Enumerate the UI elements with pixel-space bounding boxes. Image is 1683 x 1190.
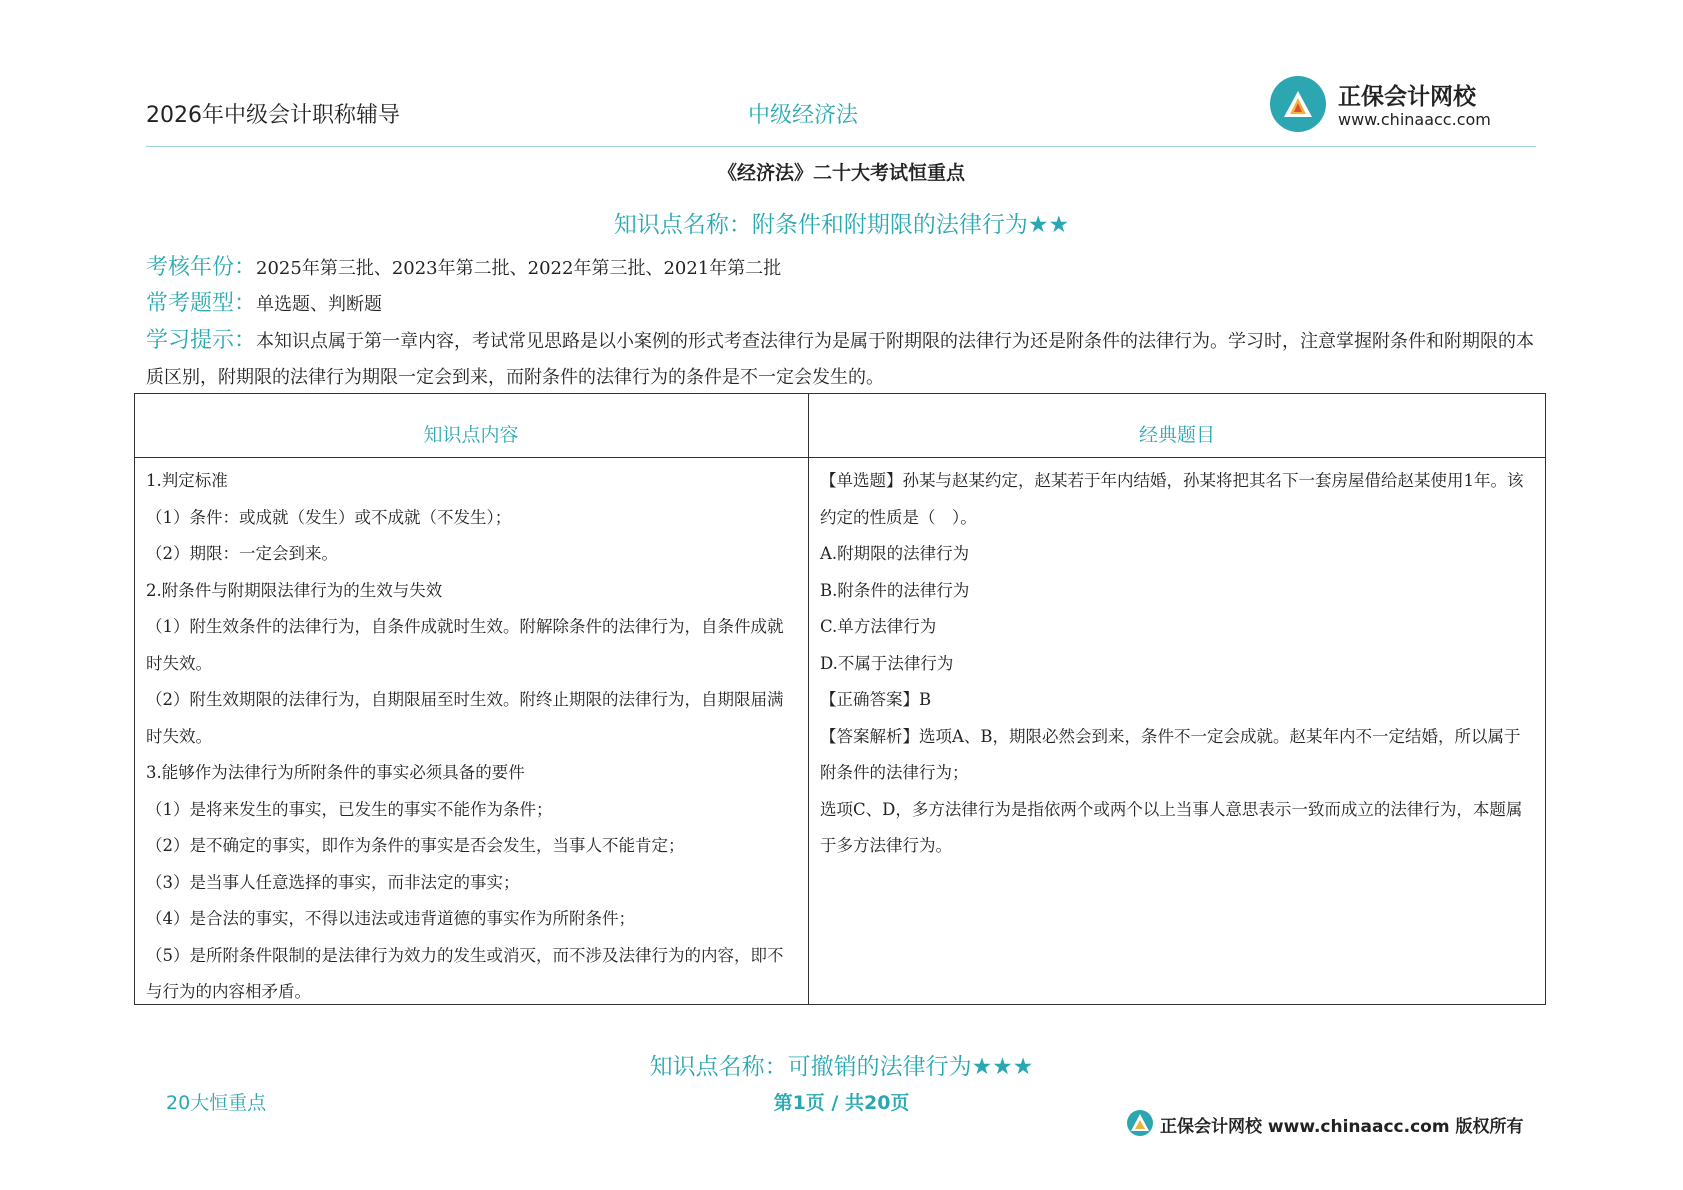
option-line: A.附期限的法律行为 [820, 544, 970, 563]
question-types-label: 常考题型： [146, 291, 257, 316]
option-line: C.单方法律行为 [820, 617, 937, 636]
question-line: 【单选题】孙某与赵某约定，赵某若于年内结婚，孙某将把其名下一套房屋借给赵某使用1年。该约定的性质是（ ）。 [820, 471, 1524, 527]
analysis-line: 【答案解析】选项A、B，期限必然会到来，条件不一定会成就。赵某年内不一定结婚，所以属于附条件的法律行为； [820, 726, 1521, 782]
footer-logo-icon [1127, 1110, 1153, 1136]
footer-series-label: 20大恒重点 [166, 1092, 267, 1114]
content-line: （2）期限：一定会到来。 [146, 544, 338, 563]
question-types-row [146, 286, 382, 323]
content-line: 1.判定标准 [146, 471, 228, 490]
content-line: （2）附生效期限的法律行为，自期限届至时生效。附终止期限的法律行为，自期限届满时失效。 [146, 690, 784, 746]
content-line: 2.附条件与附期限法律行为的生效与失效 [146, 580, 443, 600]
answer-line: 【正确答案】B [820, 690, 932, 709]
content-line: （5）是所附条件限制的是法律行为效力的发生或消灭，而不涉及法律行为的内容，即不与行为的内容相矛盾。 [146, 945, 784, 1001]
study-tips-text: 本知识点属于第一章内容，考试常见思路是以小案例的形式考查法律行为是属于附期限的法律行为还是附条件的法律行为。学习时，注意掌握附条件和附期限的本质区别，附期限的法律行为期限一定会到来，而附条件的法律行为的条件是不一定会发生的。 [146, 331, 1535, 388]
knowledge-point-title: 知识点名称：附条件和附期限的法律行为★★ [613, 212, 1070, 238]
header-title: 2026年中级会计职称辅导 [146, 103, 400, 128]
analysis-line: 选项C、D，多方法律行为是指依两个或两个以上当事人意思表示一致而成立的法律行为，本题属于多方法律行为。 [820, 799, 1523, 855]
option-line: B.附条件的法律行为 [820, 580, 970, 600]
table-column-divider [808, 393, 809, 1005]
table-header-divider [134, 457, 1546, 458]
content-line: （1）是将来发生的事实，已发生的事实不能作为条件； [146, 799, 553, 819]
next-knowledge-point-title: 知识点名称：可撤销的法律行为★★★ [649, 1054, 1034, 1080]
content-line: （1）条件：或成就（发生）或不成就（不发生）； [146, 507, 512, 527]
content-line: （4）是合法的事实，不得以违法或违背道德的事实作为所附条件； [146, 909, 635, 928]
question-types-value: 单选题、判断题 [256, 294, 383, 315]
brand-url: www.chinaacc.com [1338, 110, 1491, 129]
study-tips [146, 323, 1536, 396]
footer-copyright: 正保会计网校 www.chinaacc.com 版权所有 [1160, 1117, 1524, 1137]
content-line: 3.能够作为法律行为所附条件的事实必须具备的要件 [146, 763, 525, 782]
exam-years-label: 考核年份： [146, 255, 257, 280]
table-header-questions: 经典题目 [1138, 424, 1215, 446]
content-line: （3）是当事人任意选择的事实，而非法定的事实； [146, 872, 520, 892]
knowledge-content-cell [146, 463, 798, 1011]
classic-question-cell [820, 463, 1536, 865]
page-indicator: 第1页 / 共20页 [773, 1092, 910, 1114]
brand-name: 正保会计网校 [1338, 84, 1476, 110]
header-divider [146, 146, 1536, 147]
subject-title: 中级经济法 [748, 103, 859, 128]
exam-years-row [146, 250, 781, 287]
table-header-content: 知识点内容 [423, 424, 519, 446]
option-line: D.不属于法律行为 [820, 653, 954, 673]
content-line: （1）附生效条件的法律行为，自条件成就时生效。附解除条件的法律行为，自条件成就时失效。 [146, 617, 784, 673]
exam-years-value: 2025年第三批、2023年第二批、2022年第三批、2021年第二批 [256, 258, 782, 279]
brand-logo-icon [1270, 76, 1326, 132]
document-title: 《经济法》二十大考试恒重点 [717, 162, 965, 184]
study-tips-label: 学习提示： [146, 328, 257, 353]
content-line: （2）是不确定的事实，即作为条件的事实是否会发生，当事人不能肯定； [146, 836, 685, 855]
